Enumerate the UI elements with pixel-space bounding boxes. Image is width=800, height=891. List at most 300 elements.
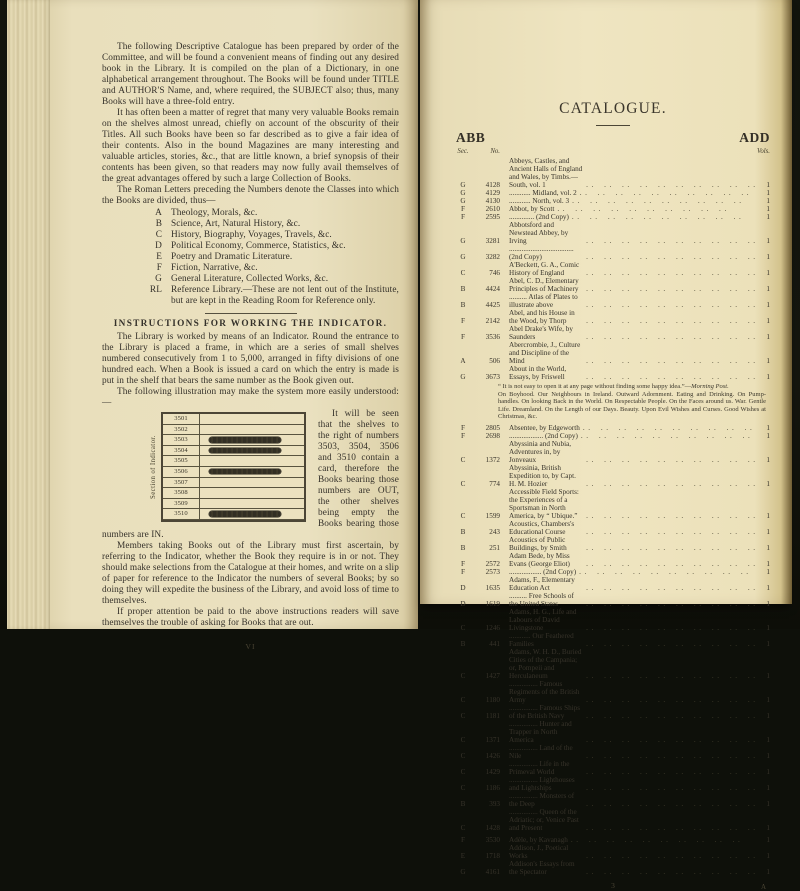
- table-row: [456, 464, 770, 488]
- entry-title: ................ Lighthouses and Lightships: [509, 776, 575, 793]
- entry-section: G: [460, 197, 466, 205]
- table-row: [456, 189, 770, 197]
- table-row: [456, 520, 770, 536]
- shelf-row: [163, 446, 304, 457]
- entry-section: F: [461, 205, 465, 213]
- entry-number: 4128: [485, 181, 500, 189]
- entry-line: [456, 744, 770, 760]
- entry-section: B: [460, 301, 466, 309]
- table-row: [456, 213, 770, 221]
- entry-title: Abercrombie, J., Culture and Discipline of the Mind: [509, 341, 581, 365]
- table-row: [456, 221, 770, 245]
- entry-section: G: [460, 868, 466, 877]
- leader-dots: [586, 784, 755, 792]
- leader-dots: [586, 480, 755, 488]
- entry-volumes: 1: [766, 189, 770, 197]
- entry-number: 3536: [485, 333, 500, 341]
- leader-dots: [586, 544, 755, 552]
- entry-section: F: [461, 568, 465, 577]
- class-letter: F: [156, 263, 162, 273]
- entry-line: [456, 261, 770, 277]
- entry-title: .............. (2nd Copy): [509, 213, 569, 221]
- entry-volumes: 1: [766, 213, 770, 221]
- entry-title: ................... (2nd Copy): [509, 432, 578, 441]
- table-row: [456, 576, 770, 592]
- alpha-range-row: [456, 130, 770, 146]
- entry-title: Abbeys, Castles, and Ancient Halls of England and Wales, by Timbs.—South, vol. 1: [509, 157, 583, 189]
- table-row: [456, 592, 770, 608]
- table-row: [456, 704, 770, 720]
- shelf-number: 3503: [163, 435, 200, 445]
- entry-section: F: [461, 213, 465, 221]
- attention-paragraph: If proper attention be paid to the above instructions readers will save themselves the trouble of asking for Books that are out.: [102, 607, 399, 628]
- members-paragraph: Members taking Books out of the Library must first ascertain, by referring to the Indicator, whether the Book they require is in or not. They should make selections from the Catalogue at their homes, and write on a slip of paper for reference to the Indicator the numbers of several Books; by so doing they will expedite the business of the Library, and avoid loss of time to themselves.: [102, 541, 399, 606]
- table-row: [456, 261, 770, 277]
- shelf-card-area: [200, 435, 304, 445]
- class-list: [144, 208, 399, 307]
- entry-line: [456, 592, 770, 608]
- indicator-label: Section of Indicator.: [150, 435, 157, 499]
- entry-volumes: 1: [766, 373, 770, 381]
- range-start: ABB: [456, 130, 486, 145]
- entry-title: Adams, H. G., Life and Labours of David Livingstone: [509, 608, 577, 633]
- entry-volumes: 1: [766, 584, 770, 593]
- entry-volumes: 1: [766, 424, 770, 433]
- shelf-card-area: [200, 446, 304, 456]
- entry-number: 2573: [485, 568, 500, 577]
- shelf-number: 3505: [163, 456, 200, 466]
- shelf-number: 3504: [163, 446, 200, 456]
- table-row: [456, 776, 770, 792]
- table-row: [456, 341, 770, 365]
- entry-line: [456, 608, 770, 632]
- entry-volumes: 1: [766, 560, 770, 569]
- leader-dots: [586, 824, 755, 832]
- shelf-row: [163, 414, 304, 425]
- leader-dots: [557, 205, 755, 213]
- entry-line: [456, 776, 770, 792]
- entry-number: 4129: [485, 189, 500, 197]
- entry-number: 4161: [485, 868, 500, 877]
- entry-title: Adèle, by Kavanagh: [509, 836, 568, 845]
- entry-line: [456, 221, 770, 245]
- column-headers: [456, 148, 770, 156]
- entry-title: Abel, and his House in the Wood, by Thorp: [509, 309, 575, 325]
- entry-section: F: [461, 432, 465, 441]
- entry-line: [456, 792, 770, 808]
- entry-title: ................ Hunter and Trapper in North America: [509, 720, 572, 745]
- entry-title: Adams, W. H. D., Buried Cities of the Campania; or, Pompeii and Herculaneum: [509, 648, 582, 681]
- entry-line: [456, 197, 770, 205]
- col-sec-label: Sec.: [457, 148, 469, 155]
- leader-dots: [586, 712, 755, 720]
- entry-volumes: 1: [766, 197, 770, 205]
- entry-volumes: 1: [766, 205, 770, 213]
- entry-line: [456, 365, 770, 381]
- leader-dots: [586, 333, 755, 341]
- entry-section: C: [460, 624, 466, 633]
- illustration-caption: It will be seen that the shelves to the right of numbers 3503, 3504, 3506 and 3510 contain a card, therefore the Books bearing those numbers are OUT, the other shelves being empty the Books bearing those numbers are IN.: [102, 409, 399, 540]
- entry-number: 4425: [485, 301, 500, 309]
- class-description: Fiction, Narrative, &c.: [171, 263, 258, 273]
- table-row: [456, 608, 770, 632]
- entry-volumes: 1: [766, 624, 770, 633]
- shelf-number: 3507: [163, 478, 200, 488]
- class-letter: G: [155, 274, 162, 284]
- entry-number: 3673: [485, 373, 500, 381]
- leader-dots: [586, 285, 755, 293]
- entry-volumes: 1: [766, 253, 770, 261]
- class-row: [144, 241, 399, 252]
- entry-line: [456, 568, 770, 576]
- leader-dots: [586, 696, 755, 704]
- entry-number: 1429: [485, 768, 500, 777]
- left-page-text: [102, 42, 399, 651]
- entry-section: C: [460, 696, 466, 705]
- entry-title: ................ Famous Regiments of the British Army: [509, 680, 580, 705]
- leader-dots: [586, 800, 755, 808]
- table-row: [456, 720, 770, 744]
- entry-title: Absentee, by Edgeworth: [509, 424, 580, 433]
- entry-number: 1599: [485, 512, 500, 521]
- entry-line: [456, 720, 770, 744]
- entry-number: 3282: [485, 253, 500, 261]
- leader-dots: [586, 768, 755, 776]
- entry-number: 243: [489, 528, 500, 537]
- leader-dots: [586, 736, 755, 744]
- entry-line: [456, 309, 770, 325]
- leader-dots: [581, 432, 755, 440]
- table-row: [456, 568, 770, 576]
- table-row: [456, 836, 770, 844]
- table-row: [456, 383, 770, 390]
- entry-number: 251: [489, 544, 500, 553]
- class-letter: D: [155, 241, 162, 251]
- entry-section: C: [460, 672, 466, 681]
- entry-line: [456, 325, 770, 341]
- entry-line: [456, 293, 770, 309]
- entry-volumes: 1: [766, 181, 770, 189]
- entry-volumes: 1: [766, 568, 770, 577]
- entry-section: C: [460, 752, 466, 761]
- class-letter: B: [155, 219, 162, 229]
- shelf-number: 3508: [163, 488, 200, 498]
- entry-title: Accessible Field Sports: the Experiences of a Sportsman in North America, by “ Ubique.”: [509, 488, 579, 521]
- table-row: [456, 277, 770, 293]
- leader-dots: [586, 301, 755, 309]
- entry-section: G: [460, 237, 466, 245]
- right-page-footer: [456, 881, 770, 891]
- entry-volumes: 1: [766, 269, 770, 277]
- shelf-card-area: [200, 488, 304, 498]
- shelf-number: 3509: [163, 499, 200, 509]
- shelf-number: 3506: [163, 467, 200, 477]
- entry-section: C: [460, 269, 466, 277]
- entry-number: 1372: [485, 456, 500, 465]
- entry-title: About in the World, Essays, by Friswell: [509, 365, 567, 381]
- col-no-label: No.: [490, 148, 500, 155]
- table-row: [456, 391, 770, 420]
- leader-dots: [586, 852, 755, 860]
- class-description: Political Economy, Commerce, Statistics, &c.: [171, 241, 346, 251]
- class-description: Theology, Morals, &c.: [171, 208, 258, 218]
- class-description: History, Biography, Voyages, Travels, &c.: [171, 230, 332, 240]
- entry-title: .................................... (2nd Copy): [509, 245, 574, 261]
- shelf-row: [163, 435, 304, 446]
- entry-number: 2595: [485, 213, 500, 221]
- shelf-card-area: [200, 425, 304, 435]
- entry-section: F: [461, 333, 465, 341]
- leader-dots: [579, 568, 755, 576]
- class-row: [144, 219, 399, 230]
- entry-line: [456, 520, 770, 536]
- intro-paragraph: The following Descriptive Catalogue has been prepared by order of the Committee, and will be found a convenient means of finding out any desired book in the Library. It is compiled on the plan of a Dictionary, in one alphabetical arrangement throughout. The Books will be found under TITLE and AUTHOR'S Name, and, where required, the SUBJECT also; thus, many Books will have a three-fold entry.: [102, 42, 399, 107]
- entry-title: Abyssinia and Nubia, Adventures in, by Jonveaux: [509, 440, 572, 465]
- entry-line: [456, 488, 770, 520]
- table-row: [456, 844, 770, 860]
- entry-section: G: [460, 189, 466, 197]
- table-row: [456, 860, 770, 876]
- entry-volumes: 1: [766, 333, 770, 341]
- entry-section: F: [461, 317, 465, 325]
- table-row: [456, 536, 770, 552]
- table-row: [456, 309, 770, 325]
- entry-section: C: [460, 784, 466, 793]
- catalogue-title: CATALOGUE.: [559, 100, 667, 117]
- table-row: [456, 432, 770, 440]
- illustration-intro: The following illustration may make the system more easily understood:—: [102, 387, 399, 408]
- entry-section: C: [460, 512, 466, 521]
- entry-section: B: [460, 640, 466, 649]
- shelf-card-area: [200, 509, 304, 519]
- entry-title: Abbot, by Scott: [509, 205, 555, 213]
- table-row: [456, 205, 770, 213]
- entry-section: C: [460, 712, 466, 721]
- quote-source: Morning Post.: [691, 382, 729, 390]
- entry-line: [456, 648, 770, 680]
- entry-review-quote: [498, 383, 766, 390]
- entry-section: C: [460, 824, 466, 833]
- right-page-number: 3: [611, 881, 615, 891]
- shelf-number: 3510: [163, 509, 200, 519]
- leader-dots: [586, 752, 755, 760]
- entry-section: E: [460, 852, 466, 861]
- entry-number: 4424: [485, 285, 500, 293]
- shelf-row: [163, 467, 304, 478]
- table-row: [456, 365, 770, 381]
- shelf-row: [163, 509, 304, 520]
- leader-dots: [586, 237, 755, 245]
- entry-title: ................ Life in the Primeval World: [509, 760, 570, 777]
- entry-line: [456, 536, 770, 552]
- entry-line: [456, 844, 770, 860]
- entry-title: Abyssinia, British Expedition to, by Capt. H. M. Hozier: [509, 464, 576, 489]
- entry-number: 1180: [485, 696, 500, 705]
- entry-volumes: 1: [766, 672, 770, 681]
- class-letter: RL: [149, 285, 162, 295]
- catalogue-entries: [456, 157, 770, 876]
- entry-section: B: [460, 800, 466, 809]
- entry-number: 393: [489, 800, 500, 809]
- entry-number: 3530: [485, 836, 500, 845]
- entry-line: [456, 680, 770, 704]
- entry-line: [456, 808, 770, 832]
- entry-title: ................ Monsters of the Deep: [509, 792, 575, 809]
- entry-volumes: 1: [766, 480, 770, 489]
- entry-number: 2142: [485, 317, 500, 325]
- entry-section: C: [460, 768, 466, 777]
- entry-title: .......... Free Schools of the United States: [509, 592, 574, 609]
- leader-dots: [580, 189, 755, 197]
- entry-volumes: 1: [766, 237, 770, 245]
- indicator-paragraph: The Library is worked by means of an Indicator. Round the entrance to the Library is placed a frame, in which are a series of small shelves numbered consecutively from 1 to 5,000, arranged in fifty divisions of one hundred each. When a Book is issued a card on which the entry is made is put in the shelf that bears the same number as the Book given out.: [102, 332, 399, 386]
- entry-title: Acoustics of Public Buildings, by Smith: [509, 536, 567, 553]
- entry-section: F: [461, 424, 465, 433]
- entry-line: [456, 576, 770, 592]
- range-end: ADD: [739, 130, 770, 145]
- class-row: [144, 230, 399, 241]
- table-row: [456, 488, 770, 520]
- entry-line: [456, 245, 770, 261]
- shelf-row: [163, 488, 304, 499]
- entry-number: 3281: [485, 237, 500, 245]
- table-row: [456, 157, 770, 189]
- left-page-number: VI: [245, 642, 256, 651]
- entry-title: Addison, J., Poetical Works: [509, 844, 569, 861]
- divider: [205, 313, 297, 314]
- shelf-number: 3501: [163, 414, 200, 424]
- entry-number: 2572: [485, 560, 500, 569]
- entry-line: [456, 760, 770, 776]
- instructions-heading: INSTRUCTIONS FOR WORKING THE INDICATOR.: [113, 319, 388, 329]
- table-row: [456, 245, 770, 261]
- entry-number: 1427: [485, 672, 500, 681]
- entry-volumes: 1: [766, 768, 770, 777]
- table-row: [456, 632, 770, 648]
- title-rule: [596, 125, 630, 126]
- table-row: [456, 424, 770, 432]
- entry-volumes: 1: [766, 512, 770, 521]
- entry-volumes: 1: [766, 301, 770, 309]
- class-letter: E: [156, 252, 162, 262]
- class-description: General Literature, Collected Works, &c.: [171, 274, 329, 284]
- entry-line: [456, 704, 770, 720]
- entry-line: [456, 341, 770, 365]
- table-row: [456, 552, 770, 568]
- entry-line: [456, 860, 770, 876]
- entry-volumes: 1: [766, 317, 770, 325]
- leader-dots: [572, 213, 755, 221]
- table-row: [456, 760, 770, 776]
- entry-number: 1428: [485, 824, 500, 833]
- regret-paragraph: It has often been a matter of regret that many very valuable Books remain on the shelves almost unread, chiefly on account of the obscurity of their Titles. All such Books have been so far described as to give a fair idea of their contents. Also in the bound Magazines are many interesting and valuable articles, stories, &c., that are little known, a brief synopsis of their contents has been given, so that readers may now fully avail themselves of the great advantages offered by such a large Collection of Books.: [102, 108, 399, 184]
- entry-volumes: 1: [766, 712, 770, 721]
- entry-volumes: 1: [766, 640, 770, 649]
- entry-line: [456, 213, 770, 221]
- class-description: Reference Library.—These are not lent out of the Institute, but are kept in the Reading Room for Reference only.: [171, 285, 399, 306]
- entry-number: 1426: [485, 752, 500, 761]
- entry-volumes: 1: [766, 528, 770, 537]
- class-row: [144, 263, 399, 274]
- class-row: [144, 274, 399, 285]
- entry-section: F: [461, 836, 465, 845]
- entry-title: ............ Midland, vol. 2: [509, 189, 577, 197]
- entry-line: [456, 189, 770, 197]
- entry-number: 4130: [485, 197, 500, 205]
- shelf-card: [209, 469, 281, 475]
- leader-dots: [586, 672, 755, 680]
- entry-number: 746: [489, 269, 500, 277]
- shelf-row: [163, 425, 304, 436]
- entry-title: .................. (2nd Copy): [509, 568, 577, 577]
- entry-section: D: [460, 584, 466, 593]
- leader-dots: [586, 528, 755, 536]
- entry-volumes: 1: [766, 357, 770, 365]
- table-row: [456, 440, 770, 464]
- table-row: [456, 648, 770, 680]
- entry-number: 2805: [485, 424, 500, 433]
- shelf-card-area: [200, 414, 304, 424]
- entry-volumes: 1: [766, 868, 770, 877]
- entry-volumes: 1: [766, 824, 770, 833]
- leader-dots: [586, 560, 755, 568]
- leader-dots: [586, 373, 755, 381]
- entry-title: Abbotsford and Newstead Abbey, by Irving: [509, 221, 569, 245]
- table-row: [456, 197, 770, 205]
- entry-line: [456, 552, 770, 568]
- quote-text: “ It is not easy to open it at any page without finding some happy idea.”—: [498, 382, 692, 390]
- entry-line: [456, 440, 770, 464]
- leader-dots: [572, 197, 755, 205]
- class-letter: C: [155, 230, 162, 240]
- leader-dots: [571, 836, 755, 844]
- shelf-card-area: [200, 478, 304, 488]
- entry-volumes: 1: [766, 432, 770, 441]
- table-row: [456, 680, 770, 704]
- entry-title: ................ Queen of the Adriatic; or, Venice Past and Present: [509, 808, 579, 833]
- leader-dots: [586, 624, 755, 632]
- entry-volumes: 1: [766, 852, 770, 861]
- entry-section: B: [460, 528, 466, 537]
- entry-section: C: [460, 456, 466, 465]
- entry-line: [456, 205, 770, 213]
- right-page: [420, 0, 792, 891]
- entry-number: 1635: [485, 584, 500, 593]
- leader-dots: [586, 317, 755, 325]
- shelf-row: [163, 478, 304, 489]
- leader-dots: [586, 253, 755, 261]
- entry-section: C: [460, 480, 466, 489]
- classes-intro-paragraph: The Roman Letters preceding the Numbers denote the Classes into which the Books are divided, thus—: [102, 185, 399, 206]
- entry-volumes: 1: [766, 736, 770, 745]
- entry-line: [456, 277, 770, 293]
- entry-title: Adam Bede, by Miss Evans (George Eliot): [509, 552, 570, 569]
- shelf-card-area: [200, 456, 304, 466]
- entry-number: 506: [489, 357, 500, 365]
- class-row: [144, 208, 399, 219]
- entry-section: G: [460, 181, 466, 189]
- entry-section: B: [460, 544, 466, 553]
- entry-title: Abel Drake's Wife, by Saunders: [509, 325, 573, 341]
- leader-dots: [586, 269, 755, 277]
- entry-line: [456, 424, 770, 432]
- entry-section: A: [460, 357, 466, 365]
- table-row: [456, 792, 770, 808]
- entry-number: 2698: [485, 432, 500, 441]
- class-row: [144, 252, 399, 263]
- entry-section: G: [460, 373, 466, 381]
- entry-number: 1619: [485, 600, 500, 609]
